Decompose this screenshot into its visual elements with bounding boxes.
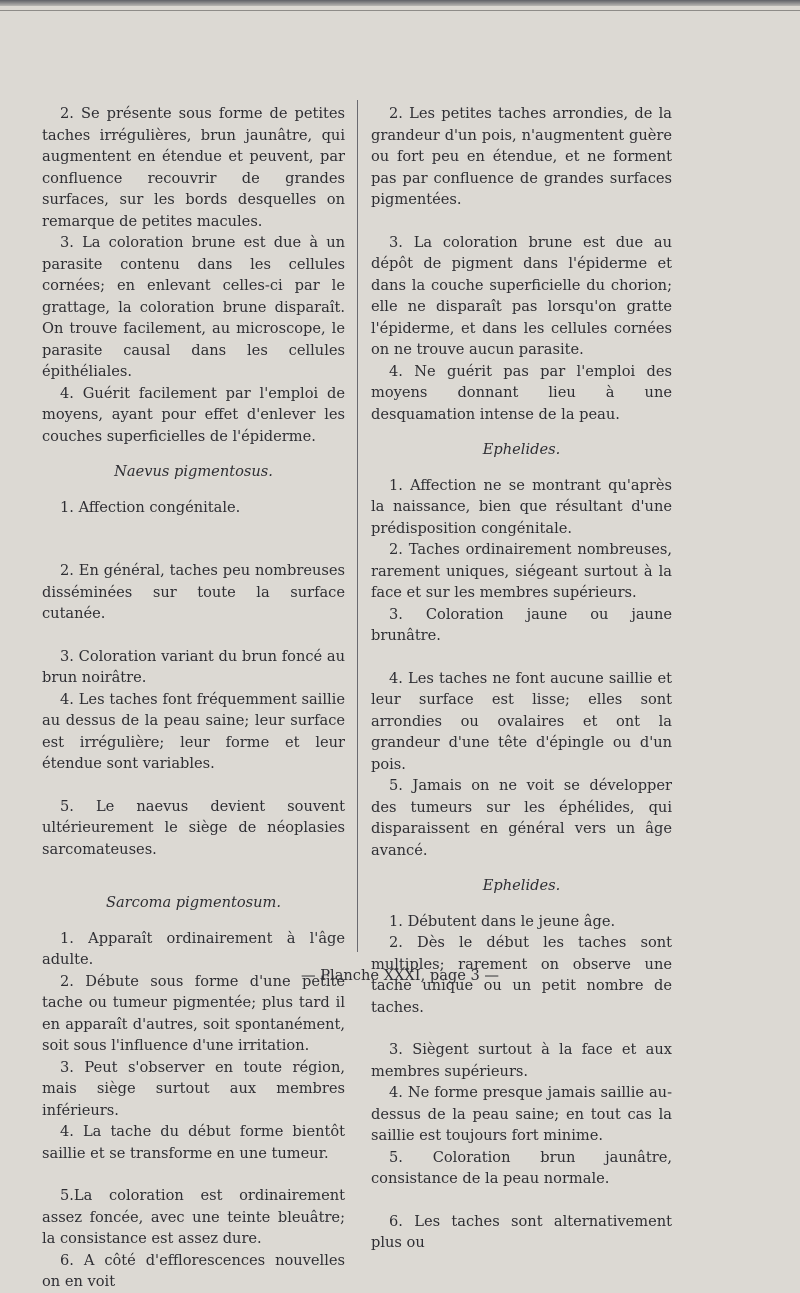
heading-sarcoma: Sarcoma pigmentosum. (105, 894, 282, 911)
left-column (42, 103, 345, 1293)
naevus-item-3: 3. Coloration variant du brun foncé au brun noirâtre. (42, 647, 345, 686)
naevus-item-1: 1. Affection congénitale. (60, 498, 241, 516)
left-item-4: 4. Guérit facilement par l'emploi de moyens, ayant pour effet d'enlever les couches superficielles de l'épiderme. (42, 384, 345, 445)
ephelides-item-2: 2. Taches ordinairement nombreuses, rarement uniques, siégeant surtout à la face et sur les membres supérieurs. (371, 541, 672, 601)
sarcoma-item-1: 1. Apparaît ordinairement à l'âge adulte. (42, 929, 345, 968)
ephelides2-item-4: 4. Ne forme presque jamais saillie au-dessus de la peau saine; en tout cas la saillie est toujours fort minime. (371, 1084, 672, 1144)
page-top-edge (0, 0, 800, 6)
right-item-3: 3. La coloration brune est due au dépôt de pigment dans l'épiderme et dans la couche superficielle du chorion; elle ne disparaît pas lorsqu'on gratte l'épiderme, et dans les cellules cornées on ne trouve aucun parasite. (371, 233, 672, 358)
left-item-3: 3. La coloration brune est due à un parasite contenu dans les cellules cornées; en enlevant celles-ci par le grattage, la coloration brune disparaît. On trouve facilement, au microscope, le parasite causal dans les cellules épithéliales. (42, 234, 345, 380)
ephelides-item-5: 5. Jamais on ne voit se développer des tumeurs sur les éphélides, qui disparaissent en général vers un âge avancé. (371, 777, 672, 859)
sarcoma-item-5: 5.La coloration est ordinairement assez foncée, avec une teinte bleuâtre; la consistance est assez dure. (42, 1187, 345, 1247)
heading-ephelides-1: Ephelides. (482, 441, 561, 458)
ephelides2-item-5: 5. Coloration brun jaunâtre, consistance de la peau normale. (371, 1148, 672, 1187)
heading-naevus: Naevus pigmentosus. (114, 463, 273, 480)
ephelides2-item-3: 3. Siègent surtout à la face et aux membres supérieurs. (371, 1041, 672, 1080)
sarcoma-item-2: 2. Débute sous forme d'une petite tache ou tumeur pigmentée; plus tard il en apparaît d'autres, soit spontanément, soit sous l'influence d'une irritation. (42, 972, 345, 1054)
sarcoma-item-3: 3. Peut s'observer en toute région, mais siège surtout aux membres inférieurs. (42, 1058, 345, 1119)
naevus-item-4: 4. Les taches font fréquemment saillie au dessus de la peau saine; leur surface est irrégulière; leur forme et leur étendue sont variables. (42, 690, 345, 772)
naevus-item-2: 2. En général, taches peu nombreuses disséminées sur toute la surface cutanée. (42, 562, 345, 622)
page-footer: — Planche XXXI, page 3 — (300, 967, 500, 984)
naevus-item-5: 5. Le naevus devient souvent ultérieurement le siège de néoplasies sarcomateuses. (42, 797, 345, 858)
column-divider (357, 100, 358, 952)
sarcoma-item-6: 6. A côté d'efflorescences nouvelles on en voit (42, 1251, 345, 1290)
ephelides-item-3: 3. Coloration jaune ou jaune brunâtre. (371, 605, 672, 644)
left-item-2: 2. Se présente sous forme de petites taches irrégulières, brun jaunâtre, qui augmentent en étendue et peuvent, par confluence recouvrir de grandes surfaces, sur les bords desquelles on remarque de petites macules. (42, 105, 345, 230)
ephelides2-item-2: 2. Dès le début les taches sont multiples; rarement on observe une tache unique ou un petit nombre de taches. (371, 934, 672, 1016)
right-item-4: 4. Ne guérit pas par l'emploi des moyens donnant lieu à une desquamation intense de la peau. (371, 362, 672, 423)
right-column (371, 103, 672, 1254)
right-item-2: 2. Les petites taches arrondies, de la grandeur d'un pois, n'augmentent guère ou fort peu en étendue, et ne forment pas par confluence de grandes surfaces pigmentées. (371, 105, 672, 208)
ephelides-item-1: 1. Affection ne se montrant qu'après la naissance, bien que résultant d'une prédisposition congénitale. (371, 476, 672, 537)
sarcoma-item-4: 4. La tache du début forme bientôt saillie et se transforme en une tumeur. (42, 1123, 345, 1162)
heading-ephelides-2: Ephelides. (482, 877, 561, 894)
page-top-rule (0, 10, 800, 11)
ephelides-item-4: 4. Les taches ne font aucune saillie et leur surface est lisse; elles sont arrondies ou ovalaires et ont la grandeur d'une tête d'épingle ou d'un pois. (371, 669, 672, 773)
ephelides2-item-1: 1. Débutent dans le jeune âge. (389, 912, 616, 930)
ephelides2-item-6: 6. Les taches sont alternativement plus ou (371, 1212, 672, 1251)
